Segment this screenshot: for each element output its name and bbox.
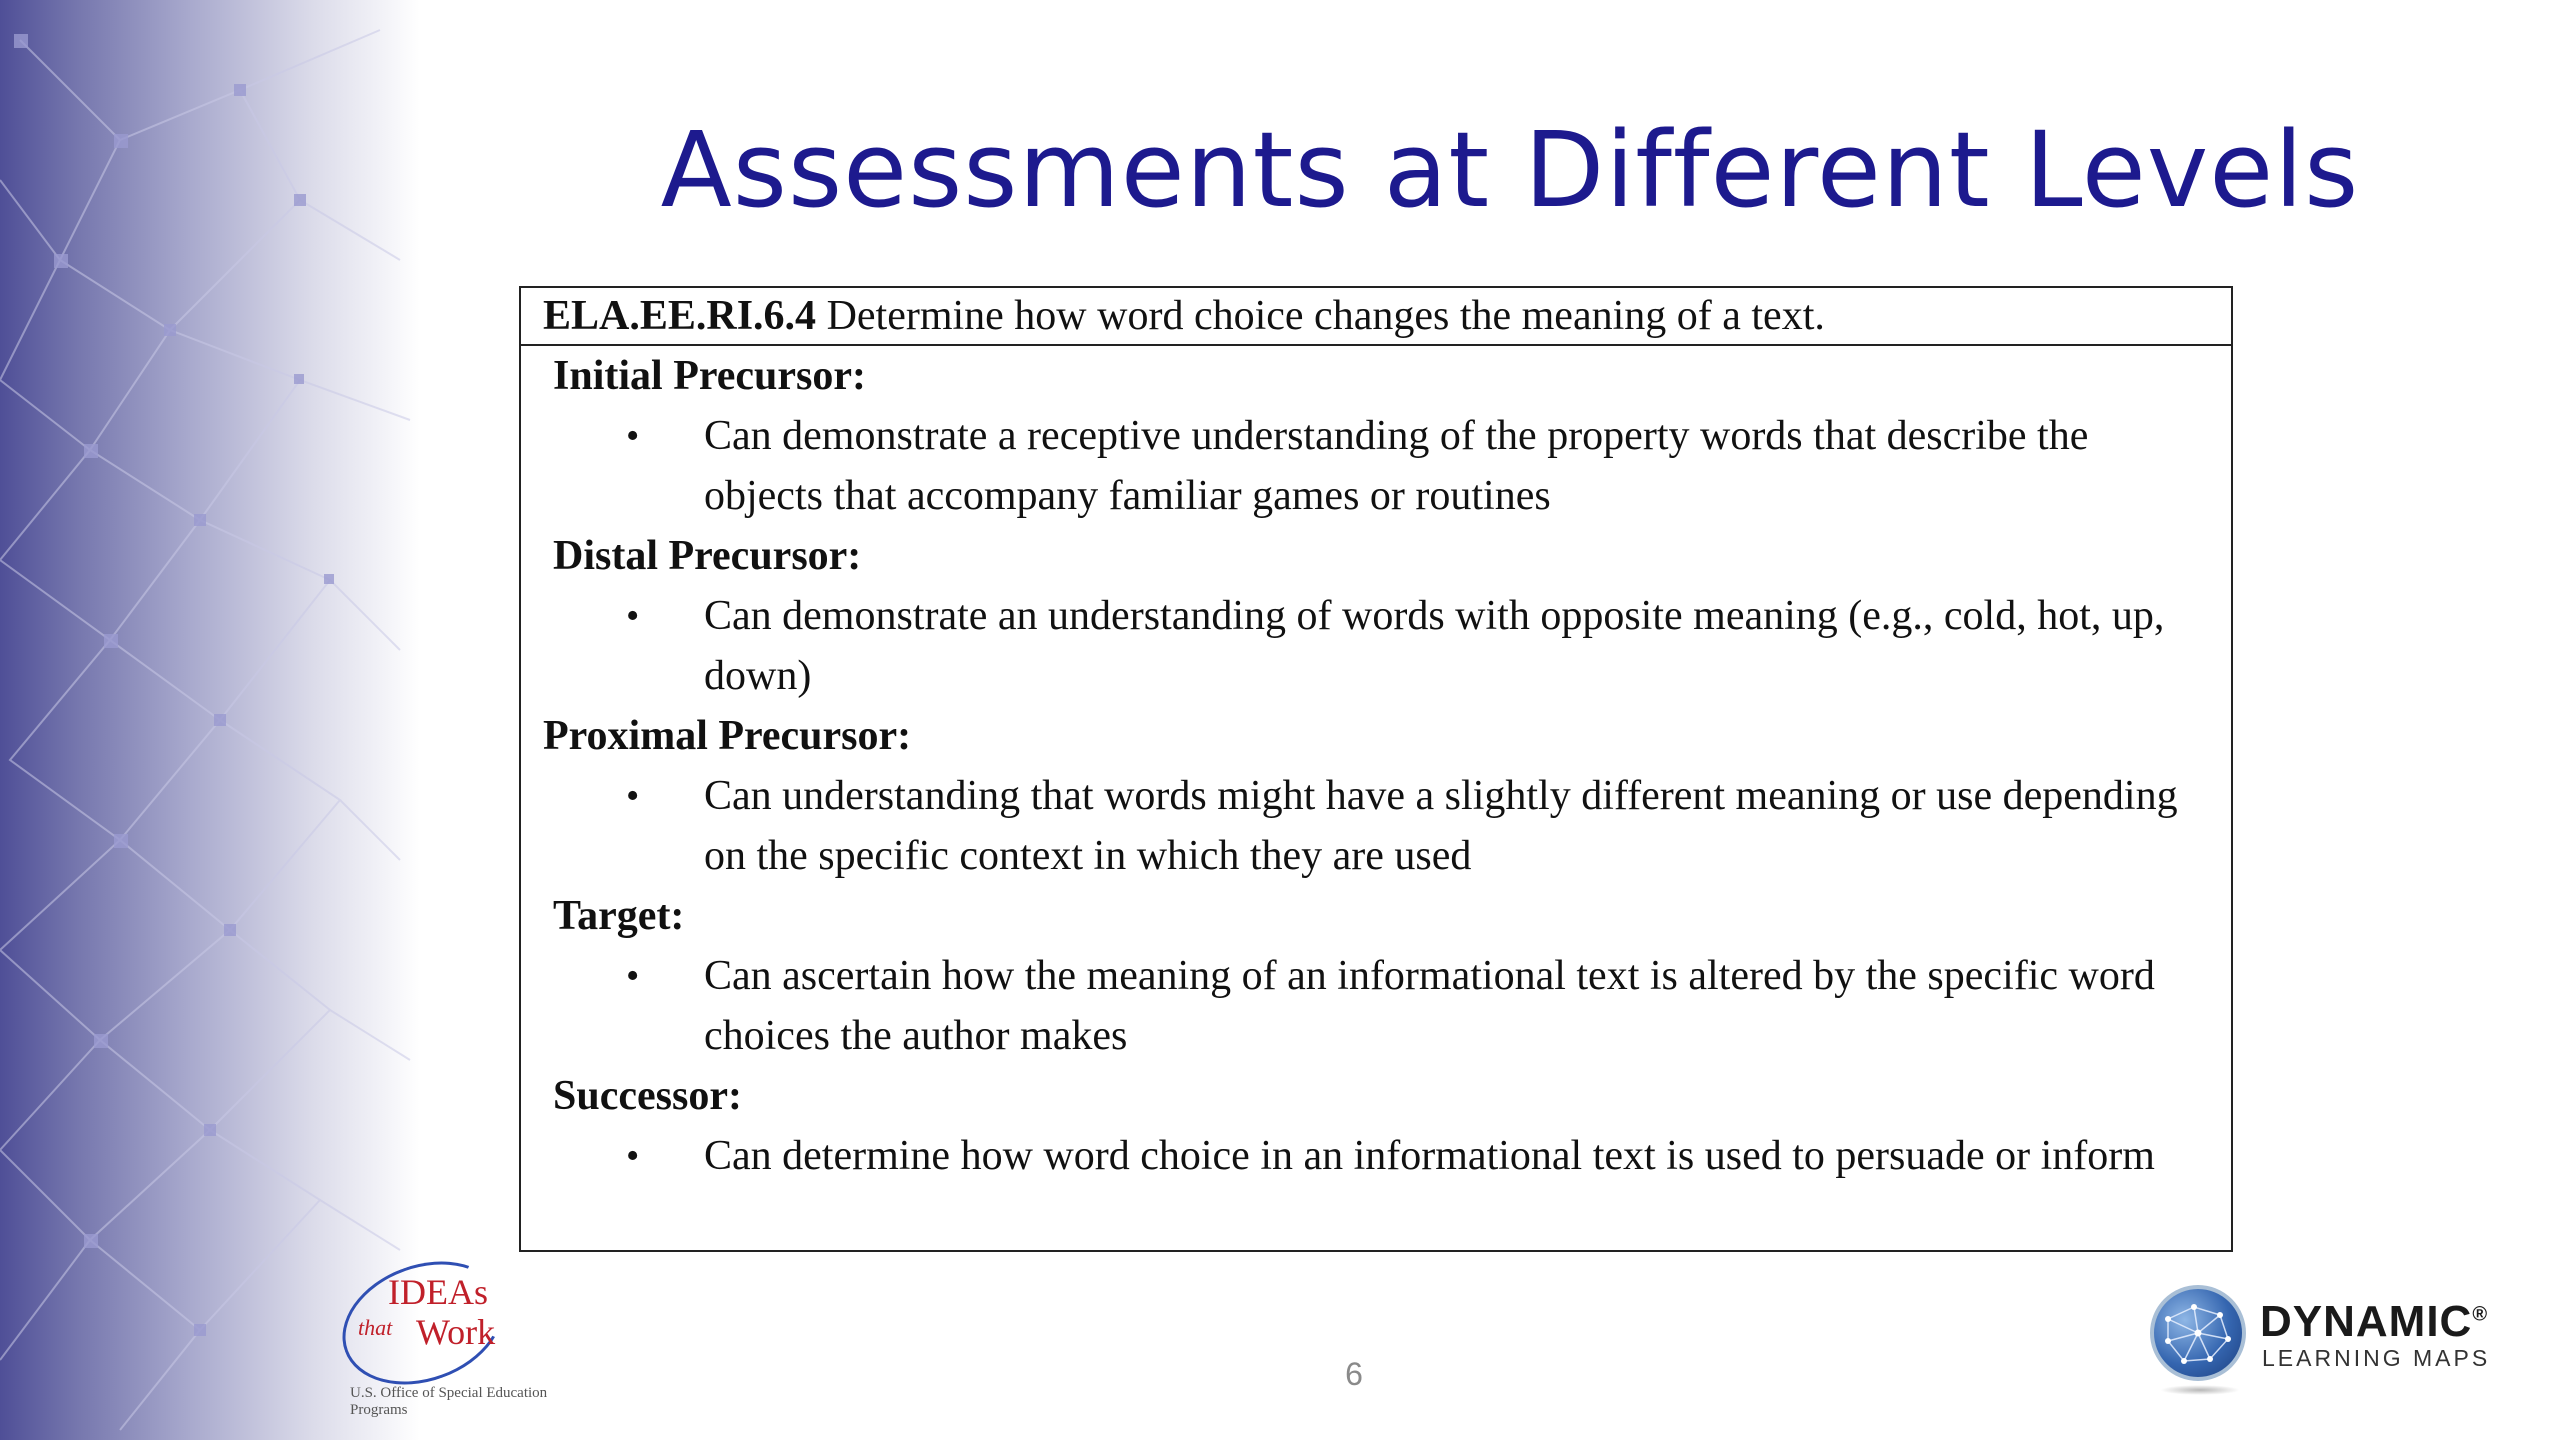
level-initial-precursor [521, 346, 2231, 526]
dynamic-learning-maps-logo [2150, 1285, 2530, 1415]
bullet-icon: • [626, 775, 640, 817]
ideas-logo-work: Work [416, 1312, 496, 1352]
bullet-icon: • [626, 415, 640, 457]
level-bullet-text: Can determine how word choice in an informational text is used to persuade or inform [704, 1133, 2155, 1179]
ideas-logo-that: that [358, 1315, 393, 1340]
globe-icon [2150, 1285, 2246, 1381]
network-pattern [0, 0, 420, 1440]
dlm-logo-name-text: DYNAMIC [2260, 1297, 2473, 1346]
level-bullet [521, 586, 2231, 706]
level-target [521, 886, 2231, 1066]
standard-header [521, 288, 2231, 346]
level-successor [521, 1066, 2231, 1186]
dlm-logo-name [2260, 1297, 2488, 1347]
level-bullet-text: Can demonstrate a receptive understanding of the property words that describe the objects that accompany familiar games or routines [704, 413, 2089, 519]
bullet-icon: • [626, 955, 640, 997]
decorative-network-panel [0, 0, 420, 1440]
ideas-that-work-logo [330, 1265, 560, 1435]
level-name: Distal Precursor: [553, 533, 862, 579]
dlm-logo-subtitle: LEARNING MAPS [2262, 1345, 2491, 1371]
level-name: Initial Precursor: [553, 353, 866, 399]
level-bullet-text: Can demonstrate an understanding of words with opposite meaning (e.g., cold, hot, up, down) [704, 593, 2165, 699]
registered-mark: ® [2472, 1303, 2489, 1326]
standard-table [519, 286, 2233, 1252]
level-bullet-text: Can understanding that words might have a slightly different meaning or use depending on the specific context in which they are used [704, 773, 2178, 879]
standard-code: ELA.EE.RI.6.4 [543, 293, 817, 339]
level-proximal-precursor [521, 706, 2231, 886]
ideas-logo-main: IDEAs [388, 1272, 488, 1312]
bullet-icon: • [626, 1135, 640, 1177]
level-bullet-text: Can ascertain how the meaning of an informational text is altered by the specific word choices the author makes [704, 953, 2155, 1059]
level-bullet [521, 766, 2231, 886]
globe-shadow [2160, 1385, 2240, 1395]
page-number: 6 [1345, 1356, 1363, 1392]
level-bullet [521, 406, 2231, 526]
standard-description: Determine how word choice changes the meaning of a text. [826, 293, 1825, 339]
ideas-logo-subtitle: U.S. Office of Special Education Programs [350, 1385, 548, 1418]
level-bullet [521, 946, 2231, 1066]
level-bullet [521, 1126, 2231, 1186]
level-name: Target: [553, 893, 685, 939]
level-name: Proximal Precursor: [543, 713, 912, 759]
bullet-icon: • [626, 595, 640, 637]
slide-title: Assessments at Different Levels [660, 109, 2360, 231]
level-name: Successor: [553, 1073, 742, 1119]
level-distal-precursor [521, 526, 2231, 706]
